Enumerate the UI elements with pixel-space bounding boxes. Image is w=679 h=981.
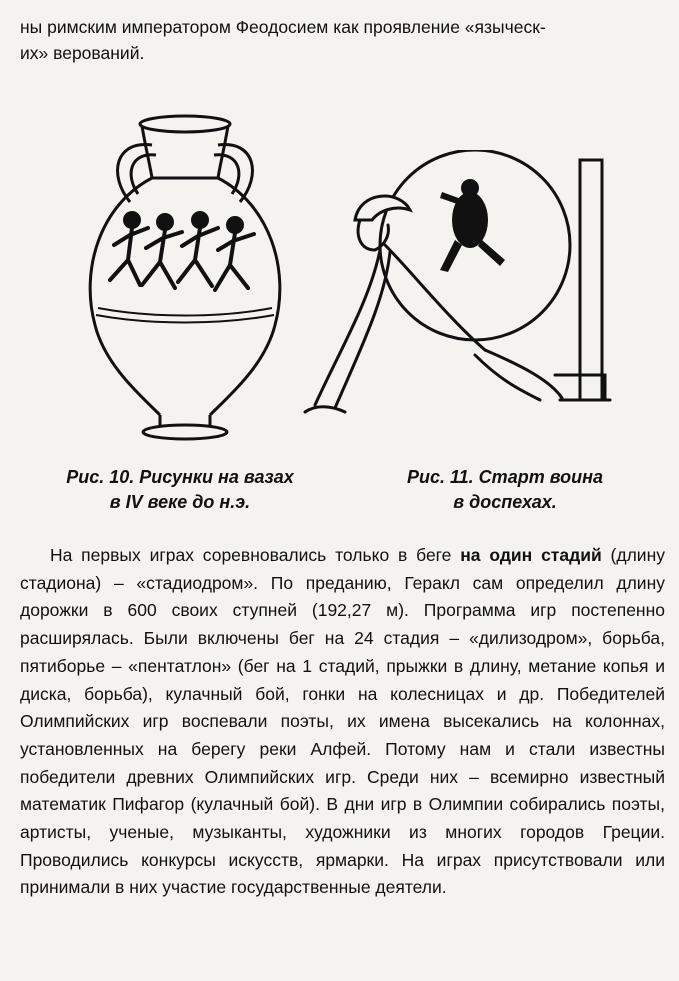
top-text <box>20 14 665 66</box>
figure-10-caption-line-2: в IV веке до н.э. <box>109 492 251 512</box>
warrior-illustration <box>300 150 630 450</box>
figure-10-caption-line-1: Рис. 10. Рисунки на вазах <box>66 467 294 487</box>
paragraph-bold-phrase: на один стадий <box>460 545 602 565</box>
figure-11-caption <box>380 465 630 515</box>
top-text-line-2: их» верований. <box>20 43 145 63</box>
paragraph-rest: (длину стадиона) – «стадиодром». По преданию, Геракл сам определил длину дорожки в 600 своих ступней (192,27 м). Программа игр постепенно расширялась. Были включены бег на 24 стадия – «дилизодром», борьба, пятиборье – «пентатлон» (бег на 1 стадий, прыжки в длину, метание копья и диска, борьба), кулачный бой, гонки на колесницах и др. Победителей Олимпийских игр воспевали поэты, их имена высекались на колоннах, установленных на берегу реки Алфей. Потому нам и стали известны победители древних Олимпийских игр. Среди них – всемирно известный математик Пифагор (кулачный бой). В дни игр в Олимпии собирались поэты, артисты, ученые, музыканты, художники из многих городов Греции. Проводились конкурсы искусств, ярмарки. На играх присутствовали или принимали в них участие государственные деятели. <box>20 545 665 898</box>
main-paragraph <box>20 542 665 902</box>
figure-10-caption <box>30 465 330 515</box>
vase-illustration <box>70 110 300 445</box>
figures-area <box>0 90 679 512</box>
paragraph-intro: На первых играх соревновались только в беге <box>50 545 461 565</box>
figure-11-caption-line-2: в доспехах. <box>453 492 557 512</box>
paragraph-text <box>20 542 665 902</box>
top-text-line-1: ны римским императором Феодосием как проявление «языческ- <box>20 17 546 37</box>
figure-11-caption-line-1: Рис. 11. Старт воина <box>406 467 603 487</box>
